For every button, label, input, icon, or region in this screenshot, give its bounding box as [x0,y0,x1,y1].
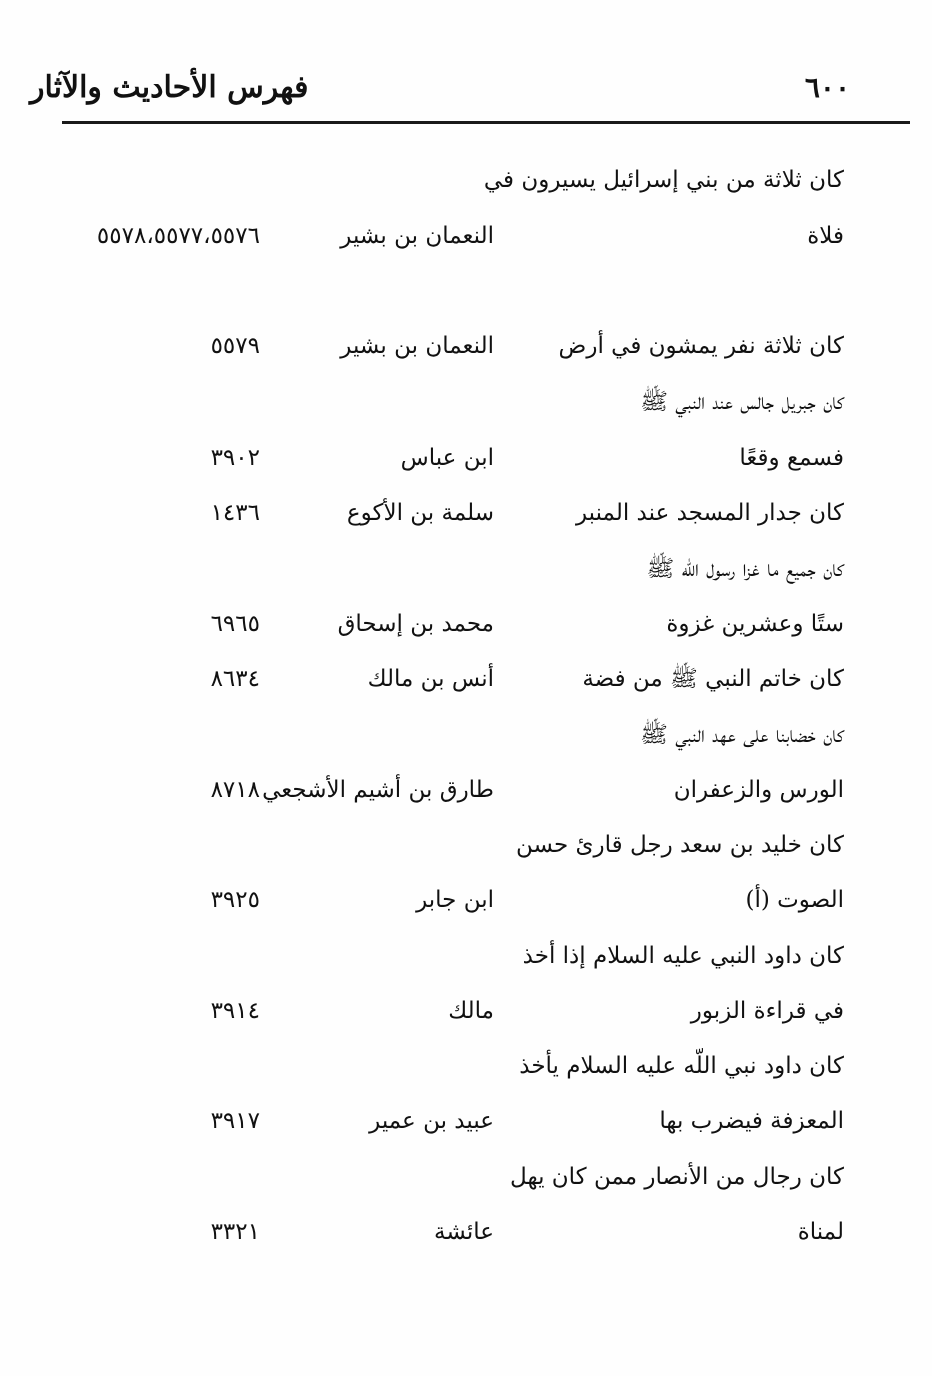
index-entry-line [0,932,932,980]
hadith-numbers: ٣٩١٧ [210,1108,260,1134]
hadith-text: كان ثلاثة من بني إسرائيل يسيرون في [483,167,844,193]
index-entry-line [0,212,932,260]
index-entry-line [0,489,932,537]
narrator: سلمة بن الأكوع [346,500,494,526]
index-entry-line [0,600,932,648]
narrator: محمد بن إسحاق [337,611,494,637]
hadith-numbers: ٥٥٧٩ [210,333,260,359]
hadith-text: الورس والزعفران [673,777,844,803]
hadith-numbers: ٣٩١٤ [210,998,260,1024]
narrator: عبيد بن عمير [369,1108,494,1134]
index-entry-line [0,434,932,482]
hadith-numbers: ٥٥٧٨،٥٥٧٧،٥٥٧٦ [96,223,260,249]
index-entry-line [0,987,932,1035]
hadith-text: الصوت (أ) [745,887,844,913]
hadith-numbers: ٣٩٢٥ [210,887,260,913]
index-entry-line [0,378,932,426]
narrator: أنس بن مالك [367,666,494,692]
index-entry-line [0,821,932,869]
index-entry-line [0,1097,932,1145]
hadith-text: كان داود النبي عليه السلام إذا أخذ [522,943,844,969]
index-entry-line [0,545,932,593]
hadith-text: فلاة [807,223,844,249]
hadith-numbers: ٨٦٣٤ [210,666,260,692]
page-number: ٦٠٠ [804,71,850,104]
narrator: مالك [448,998,494,1024]
hadith-text: كان جدار المسجد عند المنبر [575,500,844,526]
narrator: النعمان بن بشير [340,333,494,359]
hadith-numbers: ٦٩٦٥ [210,611,260,637]
index-entry-line [0,1208,932,1256]
narrator: عائشة [434,1219,494,1245]
hadith-text: في قراءة الزبور [690,998,844,1024]
narrator: ابن عباس [400,445,494,471]
hadith-numbers: ٨٧١٨ [210,777,260,803]
narrator: ابن جابر [416,887,494,913]
header-rule [62,121,910,124]
hadith-text: كان جبريل جالس عند النبي ﷺ [640,389,844,415]
index-entry-line [0,711,932,759]
index-entry-line [0,1042,932,1090]
hadith-text: كان رجال من الأنصار ممن كان يهل [510,1164,844,1190]
hadith-text: كان جميع ما غزا رسول اللّه ﷺ [646,556,844,582]
hadith-text: فسمع وقعًا [739,445,844,471]
hadith-numbers: ٣٣٢١ [210,1219,260,1245]
running-title: فهرس الأحاديث والآثار [30,70,309,105]
hadith-numbers: ٣٩٠٢ [210,445,260,471]
hadith-text: كان خليد بن سعد رجل قارئ حسن [515,832,844,858]
hadith-numbers: ١٤٣٦ [210,500,260,526]
hadith-text: لمناة [797,1219,844,1245]
hadith-text: كان ثلاثة نفر يمشون في أرض [558,333,844,359]
hadith-text: كان داود نبي اللّه عليه السلام يأخذ [519,1053,844,1079]
narrator: طارق بن أشيم الأشجعي [262,777,494,803]
hadith-text: كان خضابنا على عهد النبي ﷺ [640,722,844,748]
index-entry-line [0,1153,932,1201]
hadith-text: كان خاتم النبي ﷺ من فضة [582,666,844,692]
index-entry-line [0,156,932,204]
hadith-text: ستًا وعشرين غزوة [666,611,844,637]
index-entry-line [0,766,932,814]
hadith-text: المعزفة فيضرب بها [659,1108,844,1134]
narrator: النعمان بن بشير [340,223,494,249]
index-entry-line [0,322,932,370]
index-entry-line [0,876,932,924]
index-entry-line [0,655,932,703]
